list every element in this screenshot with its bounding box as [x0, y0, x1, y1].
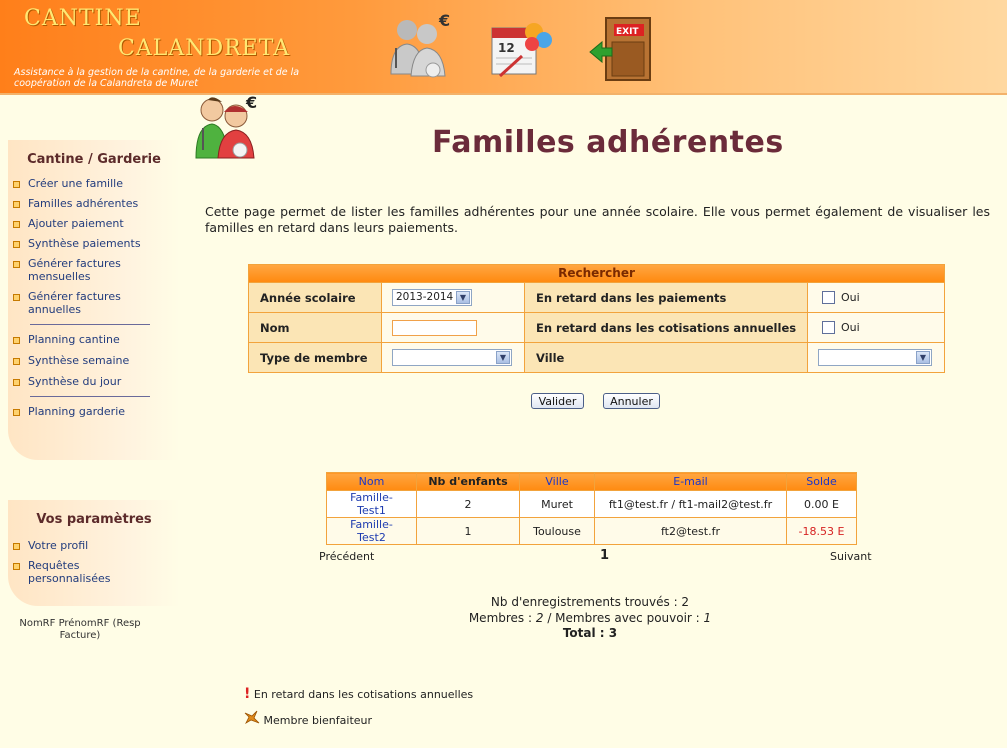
sidebar-item-synthese-paiements[interactable]: Synthèse paiements — [8, 237, 180, 250]
ville-select[interactable] — [818, 349, 932, 366]
app-header — [0, 0, 1007, 95]
search-panel — [248, 264, 945, 373]
legend-benefactor — [244, 710, 372, 727]
nb-enfants-cell: 2 — [417, 491, 520, 518]
pager-previous[interactable]: Précédent — [319, 550, 375, 563]
results-header-row — [327, 473, 857, 491]
brand-tagline: Assistance à la gestion de la cantine, de la garderie et de la coopération de la Calandreta de Muret — [14, 67, 300, 89]
email-cell: ft1@test.fr / ft1-mail2@test.fr — [595, 491, 787, 518]
valider-button[interactable]: Valider — [531, 393, 584, 409]
sidebar-section-title: Vos paramètres — [36, 512, 152, 527]
brand-title-line1: CANTINE — [24, 6, 142, 31]
svg-text:€: € — [246, 94, 258, 112]
column-header-solde[interactable]: Solde — [787, 473, 857, 491]
sidebar-item-synthese-semaine[interactable]: Synthèse semaine — [8, 354, 180, 367]
sidebar-item-planning-garderie[interactable]: Planning garderie — [8, 405, 180, 418]
members-count: 2 — [535, 611, 544, 625]
ville-label: Ville — [525, 343, 808, 372]
annee-label: Année scolaire — [249, 283, 382, 312]
svg-text:12: 12 — [498, 41, 515, 55]
retard-paiements-checkbox-label: Oui — [841, 291, 860, 304]
nb-enfants-cell: 1 — [417, 518, 520, 545]
retard-cotisations-checkbox[interactable] — [822, 321, 835, 334]
brand-title-line2: CALANDRETA — [118, 36, 291, 61]
table-row — [327, 491, 857, 518]
pager-current-page: 1 — [600, 548, 610, 563]
ville-cell: Muret — [520, 491, 595, 518]
chevron-down-icon: ▼ — [496, 351, 510, 364]
sidebar-item-votre-profil[interactable]: Votre profil — [8, 539, 180, 552]
page-title: Familles adhérentes — [432, 125, 784, 160]
column-header-email[interactable]: E-mail — [595, 473, 787, 491]
members-label: Membres : — [468, 611, 536, 625]
page-description: Cette page permet de lister les familles adhérentes pour une année scolaire. Elle vous permet également de visualiser les familles en retard dans leurs paiements. — [205, 204, 990, 235]
column-header-nom[interactable]: Nom — [327, 473, 417, 491]
chevron-down-icon: ▼ — [916, 351, 930, 364]
sidebar-item-ajouter-paiement[interactable]: Ajouter paiement — [8, 217, 180, 230]
ville-cell: Toulouse — [520, 518, 595, 545]
type-membre-select[interactable] — [392, 349, 512, 366]
families-icon[interactable] — [385, 12, 451, 82]
email-cell: ft2@test.fr — [595, 518, 787, 545]
annuler-button[interactable]: Annuler — [603, 393, 660, 409]
sidebar-item-factures-mensuelles[interactable]: Générer factures mensuelles — [8, 257, 138, 283]
benefactor-icon — [244, 710, 260, 727]
solde-cell: 0.00 E — [787, 491, 857, 518]
svg-text:€: € — [439, 12, 451, 30]
sidebar-divider — [30, 324, 150, 325]
results-table — [326, 472, 857, 545]
pager-next[interactable]: Suivant — [830, 550, 872, 563]
annee-select[interactable] — [392, 289, 472, 306]
retard-paiements-checkbox[interactable] — [822, 291, 835, 304]
members-power-label: / Membres avec pouvoir : — [543, 611, 704, 625]
members-power-count: 1 — [703, 611, 712, 625]
legend-benefactor-label: Membre bienfaiteur — [263, 714, 373, 727]
table-row — [327, 518, 857, 545]
solde-cell: -18.53 E — [787, 518, 857, 545]
annee-select-value: 2013-2014 — [396, 291, 454, 303]
sidebar-item-requetes[interactable]: Requêtes personnalisées — [8, 559, 128, 585]
nom-input[interactable] — [392, 320, 477, 336]
members-summary — [400, 611, 780, 625]
chevron-down-icon: ▼ — [456, 291, 470, 304]
nom-label: Nom — [249, 313, 382, 342]
total-count: Total : 3 — [562, 626, 618, 640]
sidebar-item-creer-famille[interactable]: Créer une famille — [8, 177, 180, 190]
current-user: NomRF PrénomRF (Resp Facture) — [19, 618, 141, 641]
column-header-nb-enfants: Nb d'enfants — [417, 473, 520, 491]
sidebar-item-planning-cantine[interactable]: Planning cantine — [8, 333, 180, 346]
sidebar-item-familles-adherentes[interactable]: Familles adhérentes — [8, 197, 180, 210]
retard-paiements-label: En retard dans les paiements — [525, 283, 808, 312]
type-membre-label: Type de membre — [249, 343, 382, 372]
svg-text:EXIT: EXIT — [616, 27, 639, 37]
calendar-icon[interactable] — [488, 12, 554, 82]
sidebar-item-factures-annuelles[interactable]: Générer factures annuelles — [8, 290, 138, 316]
family-name-link[interactable]: Famille-Test1 — [327, 491, 417, 518]
family-name-link[interactable]: Famille-Test2 — [327, 518, 417, 545]
exclamation-icon: ! — [244, 686, 251, 702]
records-count: Nb d'enregistrements trouvés : 2 — [490, 595, 690, 609]
legend-late — [244, 686, 473, 702]
sidebar-section-cantine — [8, 140, 180, 460]
sidebar-divider — [30, 396, 150, 397]
families-page-icon — [190, 94, 262, 162]
column-header-ville[interactable]: Ville — [520, 473, 595, 491]
retard-cotisations-label: En retard dans les cotisations annuelles — [525, 313, 808, 342]
retard-cotisations-checkbox-label: Oui — [841, 321, 860, 334]
sidebar-section-parametres — [8, 500, 180, 606]
sidebar-section-title: Cantine / Garderie — [27, 152, 161, 167]
exit-icon[interactable] — [588, 12, 654, 82]
legend-late-label: En retard dans les cotisations annuelles — [253, 688, 474, 701]
sidebar-item-synthese-jour[interactable]: Synthèse du jour — [8, 375, 180, 388]
search-panel-title: Rechercher — [249, 265, 944, 282]
